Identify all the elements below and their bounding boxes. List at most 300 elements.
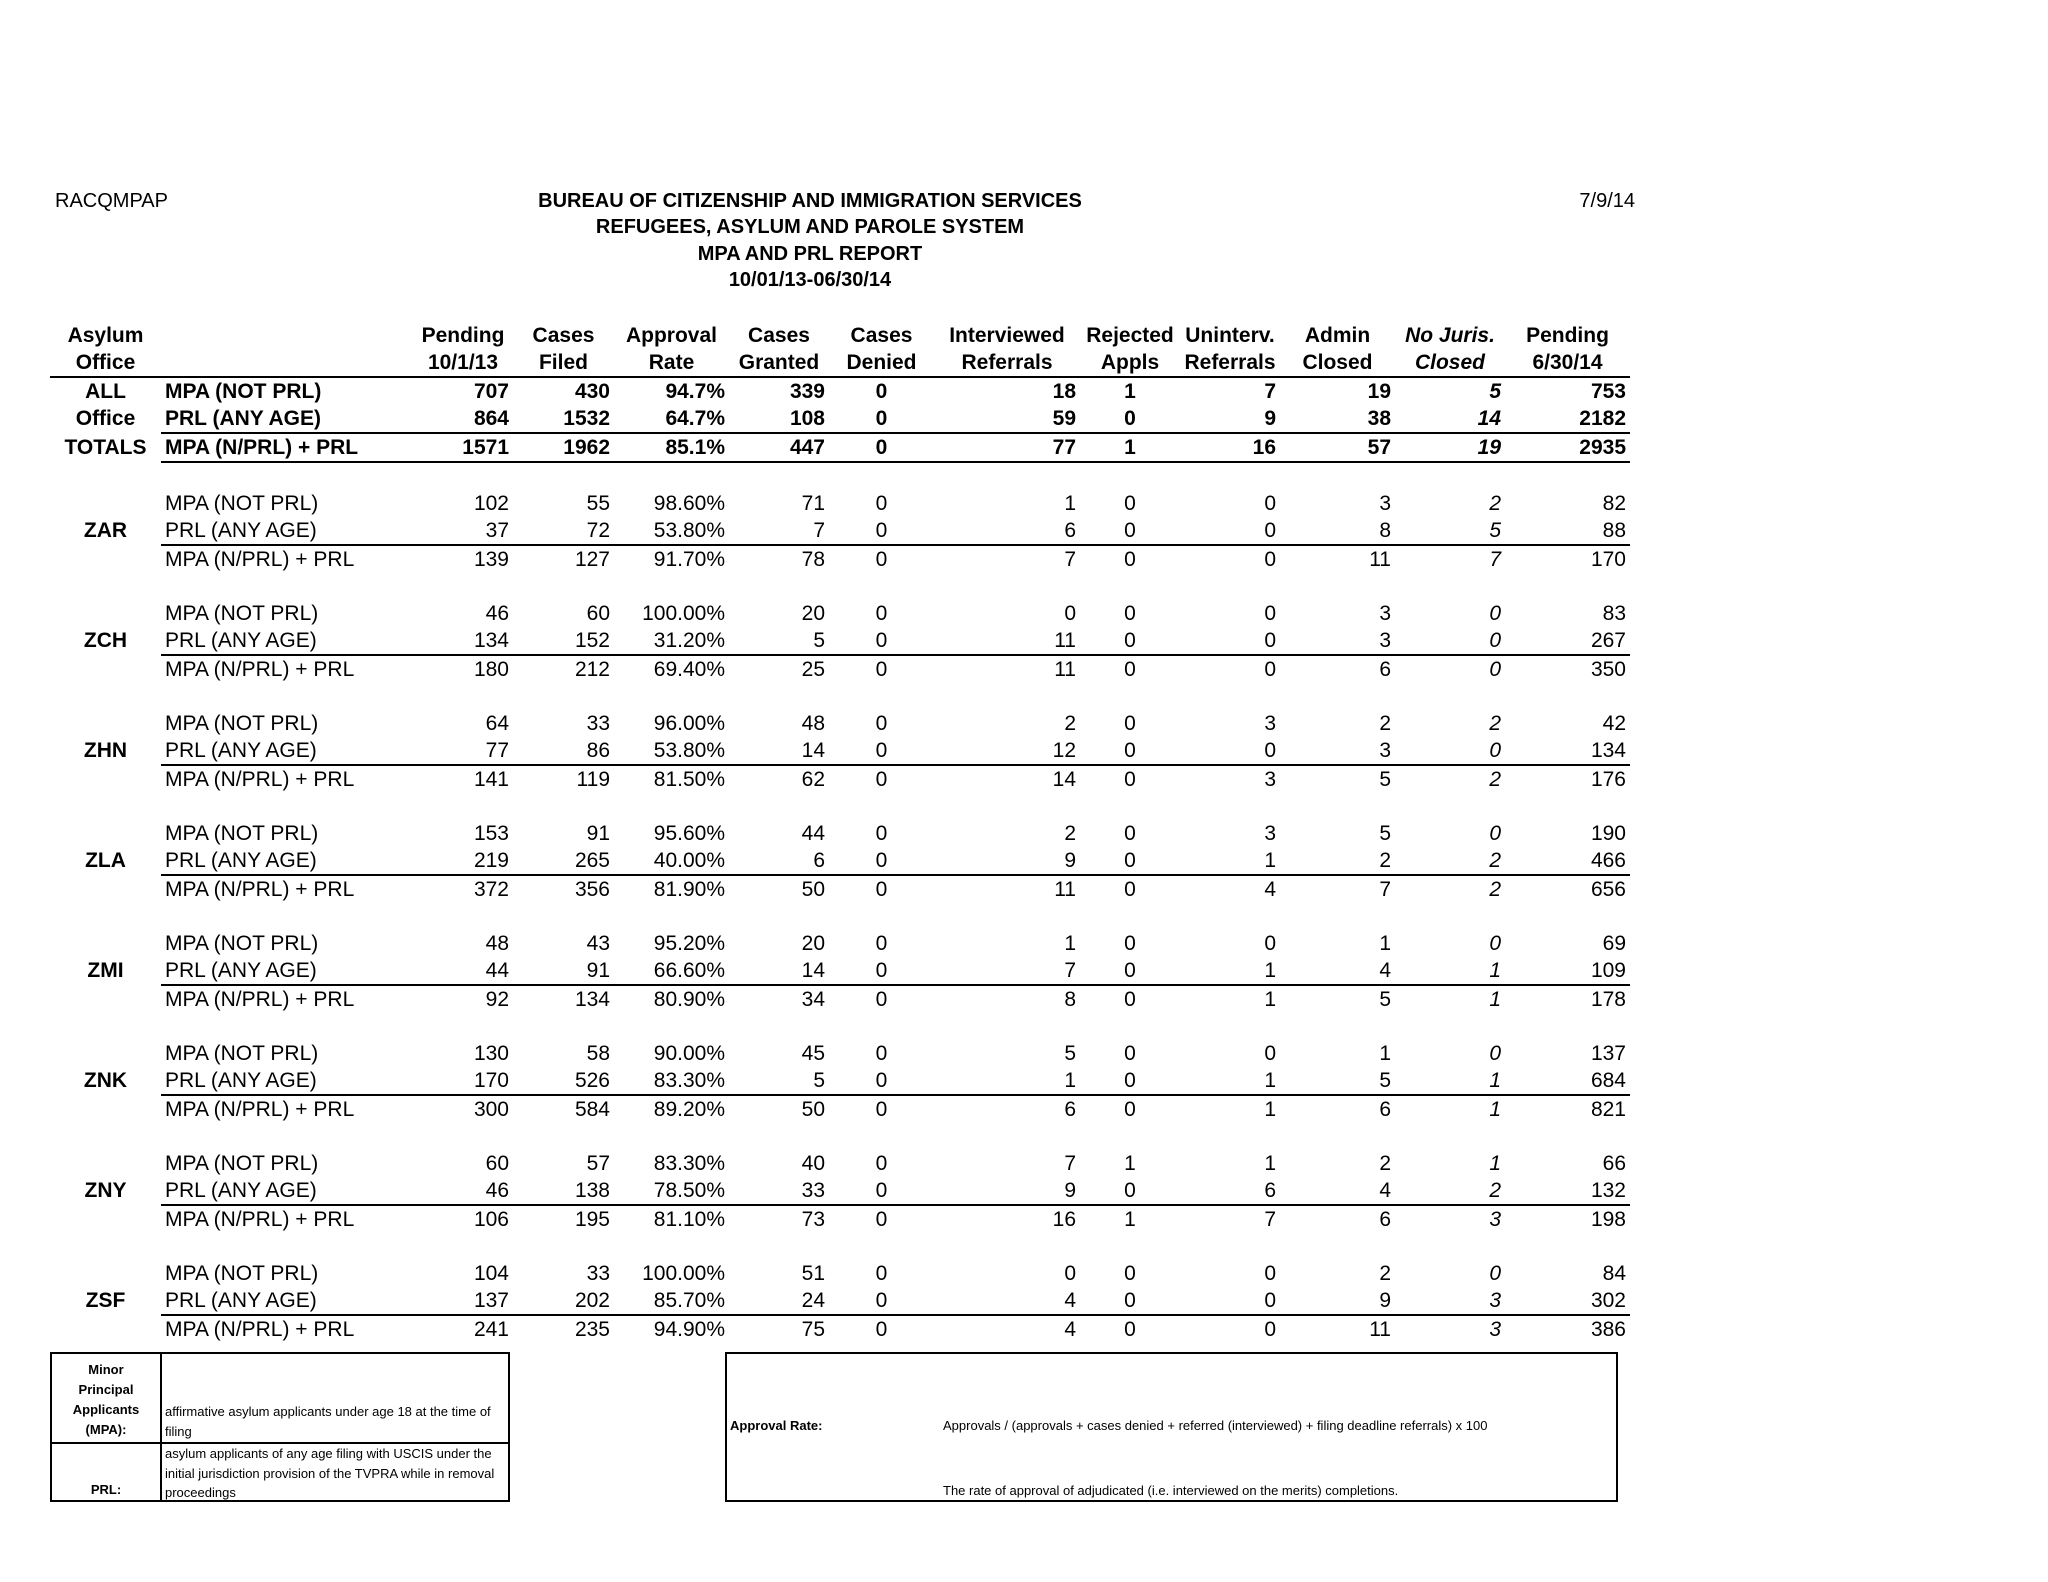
- approval-rate-cell: 90.00%: [653, 1041, 725, 1065]
- pending-end-cell: 170: [1590, 547, 1626, 571]
- col-uninterv-referrals-header-2: Referrals: [1180, 349, 1280, 377]
- interviewed-referrals-cell: 8: [1064, 987, 1076, 1011]
- approval-rate-term: Approval Rate:: [730, 1418, 823, 1433]
- cases-granted-cell: 339: [789, 379, 825, 403]
- pending-start-cell: 170: [413, 1067, 513, 1095]
- report-title-period: 10/01/13-06/30/14: [728, 269, 892, 291]
- cases-filed-cell: 212: [574, 657, 610, 681]
- rejected-appls-cell: 0: [1080, 737, 1180, 765]
- category-cell: MPA (N/PRL) + PRL: [161, 433, 413, 462]
- category-cell: MPA (N/PRL) + PRL: [165, 877, 355, 901]
- office-cell: TOTALS: [64, 435, 147, 459]
- category-cell: PRL (ANY AGE): [161, 957, 413, 985]
- category-cell: PRL (ANY AGE): [161, 517, 413, 545]
- admin-closed-cell: 6: [1379, 1207, 1391, 1231]
- uninterv-referrals-cell: 0: [1264, 1261, 1276, 1285]
- pending-start-cell: 44: [413, 957, 513, 985]
- col-cases-denied-header-2: Denied: [829, 349, 934, 377]
- uninterv-referrals-cell: 0: [1180, 737, 1280, 765]
- cases-filed-cell: 195: [574, 1207, 610, 1231]
- admin-closed-cell: 2: [1379, 1151, 1391, 1175]
- spacer-cell: [50, 793, 1630, 820]
- cases-granted-cell: 20: [801, 601, 825, 625]
- uninterv-referrals-cell: 7: [1264, 1207, 1276, 1231]
- pending-end-cell: 350: [1590, 657, 1626, 681]
- office-cell: [50, 1095, 161, 1123]
- category-cell: MPA (N/PRL) + PRL: [165, 767, 355, 791]
- admin-closed-cell: 3: [1379, 601, 1391, 625]
- pending-end-cell: 190: [1590, 821, 1626, 845]
- spacer-cell: [50, 1233, 1630, 1260]
- table-row: [50, 957, 1630, 985]
- cases-granted-cell: 108: [729, 405, 829, 433]
- office-cell: [50, 820, 161, 847]
- admin-closed-cell: 5: [1379, 821, 1391, 845]
- pending-start-cell: 134: [413, 627, 513, 655]
- pending-end-cell: 2182: [1505, 405, 1630, 433]
- report-title-agency: BUREAU OF CITIZENSHIP AND IMMIGRATION SERVICES: [538, 190, 1082, 212]
- interviewed-referrals-cell: 11: [934, 627, 1080, 655]
- table-row: [50, 737, 1630, 765]
- mpa-term-line: Minor: [88, 1362, 124, 1377]
- uninterv-referrals-cell: 3: [1264, 821, 1276, 845]
- spacer-row: [50, 1123, 1630, 1150]
- interviewed-referrals-cell: 1: [1064, 931, 1076, 955]
- cases-granted-cell: 48: [801, 711, 825, 735]
- pending-start-cell: 139: [473, 547, 509, 571]
- no-juris-closed-cell: 3: [1489, 1207, 1501, 1231]
- admin-closed-cell: 2: [1379, 1261, 1391, 1285]
- no-juris-closed-cell: 2: [1395, 1177, 1505, 1205]
- table-row: [50, 985, 1630, 1013]
- office-cell: [50, 655, 161, 683]
- cases-denied-cell: 0: [875, 1207, 888, 1231]
- cases-granted-cell: 447: [729, 433, 829, 462]
- cases-filed-cell: 33: [586, 711, 610, 735]
- no-juris-closed-cell: 1: [1489, 1151, 1501, 1175]
- col-no-juris-closed-header-2: Closed: [1395, 349, 1505, 377]
- category-cell: MPA (NOT PRL): [165, 601, 319, 625]
- spacer-row: [50, 683, 1630, 710]
- interviewed-referrals-cell: 16: [1052, 1207, 1076, 1231]
- cases-granted-cell: 62: [801, 767, 825, 791]
- col-rejected-appls-header-2: Appls: [1080, 349, 1180, 377]
- approval-rate-cell: 96.00%: [653, 711, 725, 735]
- admin-closed-cell: 1: [1379, 931, 1391, 955]
- interviewed-referrals-cell: 4: [1064, 1317, 1076, 1341]
- table-row: [50, 1067, 1630, 1095]
- approval-rate-cell: 94.7%: [665, 379, 725, 403]
- rejected-appls-cell: 0: [1124, 821, 1136, 845]
- interviewed-referrals-cell: 9: [934, 847, 1080, 875]
- table-row: [50, 545, 1630, 573]
- table-row: [50, 710, 1630, 737]
- category-cell: MPA (NOT PRL): [165, 711, 319, 735]
- uninterv-referrals-cell: 3: [1264, 711, 1276, 735]
- office-cell: ZSF: [85, 1289, 126, 1312]
- approval-rate-cell: 83.30%: [614, 1067, 729, 1095]
- admin-closed-cell: 19: [1367, 379, 1391, 403]
- col-approval-rate-header: Approval: [625, 324, 717, 347]
- approval-rate-cell: 53.80%: [614, 737, 729, 765]
- interviewed-referrals-cell: 9: [934, 1177, 1080, 1205]
- uninterv-referrals-cell: 1: [1264, 987, 1276, 1011]
- spacer-row: [50, 1233, 1630, 1260]
- table-row: [50, 1150, 1630, 1177]
- uninterv-referrals-cell: 0: [1180, 1287, 1280, 1315]
- col-cases-filed-header: Cases: [532, 324, 595, 347]
- cases-filed-cell: 86: [513, 737, 614, 765]
- interviewed-referrals-cell: 7: [1064, 1151, 1076, 1175]
- uninterv-referrals-cell: 3: [1264, 767, 1276, 791]
- office-cell: ALL: [85, 379, 126, 403]
- table-body: [50, 377, 1630, 1343]
- rejected-appls-cell: 0: [1124, 601, 1136, 625]
- category-cell: MPA (NOT PRL): [165, 1151, 319, 1175]
- pending-start-cell: 77: [413, 737, 513, 765]
- mpa-term-line: Principal: [78, 1382, 134, 1397]
- cases-denied-cell: 0: [875, 657, 888, 681]
- spacer-row: [50, 903, 1630, 930]
- cases-granted-cell: 6: [729, 847, 829, 875]
- cases-denied-cell: 0: [875, 711, 888, 735]
- category-cell: MPA (NOT PRL): [165, 1041, 319, 1065]
- cases-granted-cell: 24: [729, 1287, 829, 1315]
- cases-filed-cell: 72: [513, 517, 614, 545]
- approval-rate-cell: 89.20%: [653, 1097, 725, 1121]
- spacer-cell: [50, 462, 1630, 490]
- no-juris-closed-cell: 1: [1395, 1067, 1505, 1095]
- admin-closed-cell: 5: [1379, 767, 1391, 791]
- table-row: [50, 1040, 1630, 1067]
- col-cases-granted-header: Cases: [748, 324, 810, 347]
- approval-rate-cell: 100.00%: [642, 1261, 725, 1285]
- interviewed-referrals-cell: 0: [1064, 1261, 1076, 1285]
- spacer-cell: [50, 1123, 1630, 1150]
- cases-denied-cell: 0: [829, 847, 934, 875]
- office-cell: ZCH: [83, 629, 128, 652]
- office-cell: ZHN: [83, 739, 128, 762]
- approval-rate-cell: 69.40%: [653, 657, 725, 681]
- pending-start-cell: 64: [485, 711, 509, 735]
- cases-granted-cell: 51: [801, 1261, 825, 1285]
- col-pending-end-header: Pending: [1526, 324, 1609, 347]
- pending-end-cell: 137: [1590, 1041, 1626, 1065]
- col-rejected-appls-header: Rejected: [1086, 324, 1174, 347]
- category-cell: MPA (NOT PRL): [165, 931, 319, 955]
- approval-rate-cell: 80.90%: [653, 987, 725, 1011]
- office-cell: Office: [75, 407, 136, 430]
- cases-denied-cell: 0: [829, 433, 934, 462]
- office-cell: [50, 545, 161, 573]
- office-cell: [50, 985, 161, 1013]
- category-cell: PRL (ANY AGE): [161, 737, 413, 765]
- category-cell: MPA (N/PRL) + PRL: [165, 1097, 355, 1121]
- approval-rate-cell: 91.70%: [653, 547, 725, 571]
- table-row: [50, 1315, 1630, 1343]
- approval-rate-description: The rate of approval of adjudicated (i.e. interviewed on the merits) completions.: [943, 1483, 1399, 1498]
- uninterv-referrals-cell: 0: [1264, 491, 1276, 515]
- cases-filed-cell: 55: [586, 491, 610, 515]
- admin-closed-cell: 57: [1280, 433, 1395, 462]
- category-cell: MPA (NOT PRL): [165, 379, 322, 403]
- pending-start-cell: 137: [413, 1287, 513, 1315]
- mpa-term-line: (MPA):: [85, 1422, 127, 1437]
- office-cell: ZMI: [87, 959, 124, 982]
- spacer-cell: [50, 573, 1630, 600]
- pending-end-cell: 66: [1602, 1151, 1626, 1175]
- table-row: [50, 765, 1630, 793]
- pending-end-cell: 176: [1590, 767, 1626, 791]
- pending-end-cell: 109: [1505, 957, 1630, 985]
- col-category-header-2: [161, 349, 413, 377]
- table-row: [50, 875, 1630, 903]
- office-cell: [50, 490, 161, 517]
- admin-closed-cell: 3: [1280, 627, 1395, 655]
- mpa-definition: affirmative asylum applicants under age 18 at the time of filing: [165, 1404, 491, 1439]
- admin-closed-cell: 3: [1280, 737, 1395, 765]
- pending-end-cell: 82: [1602, 491, 1626, 515]
- uninterv-referrals-cell: 0: [1180, 517, 1280, 545]
- table-row: [50, 1287, 1630, 1315]
- cases-filed-cell: 138: [513, 1177, 614, 1205]
- category-cell: MPA (N/PRL) + PRL: [165, 657, 355, 681]
- cases-granted-cell: 78: [801, 547, 825, 571]
- interviewed-referrals-cell: 11: [1054, 877, 1076, 901]
- pending-start-cell: 219: [413, 847, 513, 875]
- table-row: [50, 655, 1630, 683]
- category-cell: MPA (N/PRL) + PRL: [165, 987, 355, 1011]
- cases-filed-cell: 202: [513, 1287, 614, 1315]
- cases-filed-cell: 91: [586, 821, 610, 845]
- office-cell: [50, 600, 161, 627]
- pending-end-cell: 466: [1505, 847, 1630, 875]
- approval-rate-cell: 31.20%: [614, 627, 729, 655]
- pending-start-cell: 372: [473, 877, 509, 901]
- pending-end-cell: 132: [1505, 1177, 1630, 1205]
- admin-closed-cell: 2: [1280, 847, 1395, 875]
- table-row: [50, 377, 1630, 405]
- pending-start-cell: 707: [473, 379, 509, 403]
- uninterv-referrals-cell: 1: [1264, 1097, 1276, 1121]
- pending-start-cell: 1571: [413, 433, 513, 462]
- mpa-term: [52, 1360, 160, 1440]
- report-id: RACQMPAP: [55, 190, 168, 212]
- no-juris-closed-cell: 1: [1489, 987, 1501, 1011]
- rejected-appls-cell: 0: [1080, 517, 1180, 545]
- admin-closed-cell: 7: [1379, 877, 1391, 901]
- rejected-appls-cell: 0: [1080, 1067, 1180, 1095]
- no-juris-closed-cell: 0: [1489, 657, 1501, 681]
- definitions-box: [50, 1352, 510, 1502]
- approval-rate-cell: 98.60%: [653, 491, 725, 515]
- cases-denied-cell: 0: [875, 931, 888, 955]
- table-row: [50, 1177, 1630, 1205]
- approval-rate-cell: 66.60%: [614, 957, 729, 985]
- cases-filed-cell: 119: [576, 767, 610, 791]
- interviewed-referrals-cell: 18: [1052, 379, 1076, 403]
- cases-filed-cell: 1962: [513, 433, 614, 462]
- office-cell: ZLA: [85, 849, 126, 872]
- pending-start-cell: 300: [473, 1097, 509, 1121]
- uninterv-referrals-cell: 1: [1264, 1151, 1276, 1175]
- pending-end-cell: 84: [1602, 1261, 1626, 1285]
- cases-denied-cell: 0: [875, 767, 888, 791]
- cases-granted-cell: 5: [729, 627, 829, 655]
- cases-filed-cell: 265: [513, 847, 614, 875]
- cases-denied-cell: 0: [875, 987, 888, 1011]
- col-office-header: Asylum: [67, 324, 144, 347]
- pending-end-cell: 42: [1602, 711, 1626, 735]
- cases-granted-cell: 34: [801, 987, 825, 1011]
- category-cell: MPA (N/PRL) + PRL: [165, 1317, 355, 1341]
- table-row: [50, 820, 1630, 847]
- category-cell: PRL (ANY AGE): [161, 847, 413, 875]
- no-juris-closed-cell: 0: [1489, 601, 1501, 625]
- cases-granted-cell: 73: [801, 1207, 825, 1231]
- admin-closed-cell: 6: [1379, 657, 1391, 681]
- col-cases-filed-header-2: Filed: [513, 349, 614, 377]
- cases-denied-cell: 0: [875, 547, 888, 571]
- category-cell: PRL (ANY AGE): [161, 1287, 413, 1315]
- cases-denied-cell: 0: [829, 405, 934, 433]
- cases-filed-cell: 57: [586, 1151, 610, 1175]
- category-cell: PRL (ANY AGE): [161, 405, 413, 433]
- prl-term: PRL:: [90, 1482, 122, 1497]
- cases-granted-cell: 50: [801, 1097, 825, 1121]
- interviewed-referrals-cell: 77: [934, 433, 1080, 462]
- uninterv-referrals-cell: 7: [1264, 379, 1276, 403]
- admin-closed-cell: 38: [1280, 405, 1395, 433]
- admin-closed-cell: 5: [1379, 987, 1391, 1011]
- col-pending-start-header: Pending: [421, 324, 505, 347]
- spacer-cell: [50, 683, 1630, 710]
- no-juris-closed-cell: 0: [1395, 737, 1505, 765]
- rejected-appls-cell: 0: [1080, 1177, 1180, 1205]
- cases-granted-cell: 71: [801, 491, 825, 515]
- pending-end-cell: 267: [1505, 627, 1630, 655]
- table-row: [50, 627, 1630, 655]
- pending-start-cell: 153: [473, 821, 509, 845]
- table-row: [50, 490, 1630, 517]
- rejected-appls-cell: 0: [1124, 987, 1136, 1011]
- office-cell: ZNY: [84, 1179, 127, 1202]
- cases-granted-cell: 75: [801, 1317, 825, 1341]
- no-juris-closed-cell: 0: [1489, 931, 1501, 955]
- uninterv-referrals-cell: 1: [1180, 1067, 1280, 1095]
- pending-end-cell: 134: [1505, 737, 1630, 765]
- cases-filed-cell: 127: [574, 547, 610, 571]
- cases-granted-cell: 14: [729, 957, 829, 985]
- col-approval-rate-header-2: Rate: [614, 349, 729, 377]
- pending-end-cell: 753: [1590, 379, 1626, 403]
- cases-denied-cell: 0: [829, 1067, 934, 1095]
- cases-denied-cell: 0: [829, 1177, 934, 1205]
- cases-granted-cell: 44: [801, 821, 825, 845]
- cases-filed-cell: 356: [574, 877, 610, 901]
- pending-start-cell: 241: [473, 1317, 509, 1341]
- admin-closed-cell: 11: [1369, 547, 1391, 571]
- cases-denied-cell: 0: [875, 877, 888, 901]
- table-row: [50, 517, 1630, 545]
- rejected-appls-cell: 0: [1124, 657, 1136, 681]
- admin-closed-cell: 8: [1280, 517, 1395, 545]
- cases-filed-cell: 33: [586, 1261, 610, 1285]
- cases-filed-cell: 91: [513, 957, 614, 985]
- report-title-system: REFUGEES, ASYLUM AND PAROLE SYSTEM: [595, 216, 1025, 238]
- uninterv-referrals-cell: 1: [1180, 957, 1280, 985]
- pending-end-cell: 178: [1590, 987, 1626, 1011]
- office-cell: [50, 1260, 161, 1287]
- cases-granted-cell: 40: [801, 1151, 825, 1175]
- rejected-appls-cell: 0: [1080, 405, 1180, 433]
- admin-closed-cell: 4: [1280, 1177, 1395, 1205]
- cases-filed-cell: 152: [513, 627, 614, 655]
- pending-start-cell: 104: [473, 1261, 509, 1285]
- no-juris-closed-cell: 0: [1489, 1261, 1501, 1285]
- col-office-header-2: Office: [50, 349, 161, 377]
- rejected-appls-cell: 1: [1124, 379, 1136, 403]
- pending-start-cell: 46: [413, 1177, 513, 1205]
- definitions-divider-vertical: [160, 1354, 162, 1500]
- cases-denied-cell: 0: [875, 1097, 888, 1121]
- approval-rate-cell: 81.10%: [653, 1207, 725, 1231]
- office-cell: [50, 875, 161, 903]
- no-juris-closed-cell: 0: [1489, 821, 1501, 845]
- interviewed-referrals-cell: 1: [934, 1067, 1080, 1095]
- no-juris-closed-cell: 1: [1489, 1097, 1501, 1121]
- col-interviewed-referrals-header-2: Referrals: [934, 349, 1080, 377]
- rejected-appls-cell: 0: [1124, 877, 1136, 901]
- cases-denied-cell: 0: [875, 821, 888, 845]
- cases-filed-cell: 235: [574, 1317, 610, 1341]
- pending-end-cell: 302: [1505, 1287, 1630, 1315]
- pending-start-cell: 92: [485, 987, 509, 1011]
- col-uninterv-referrals-header: Uninterv.: [1185, 324, 1275, 347]
- interviewed-referrals-cell: 6: [934, 517, 1080, 545]
- col-admin-closed-header-2: Closed: [1280, 349, 1395, 377]
- no-juris-closed-cell: 5: [1489, 379, 1501, 403]
- approval-rate-cell: 95.60%: [653, 821, 725, 845]
- cases-filed-cell: 134: [574, 987, 610, 1011]
- col-category-header: [161, 322, 413, 349]
- office-cell: ZNK: [83, 1069, 128, 1092]
- cases-granted-cell: 20: [801, 931, 825, 955]
- no-juris-closed-cell: 5: [1395, 517, 1505, 545]
- no-juris-closed-cell: 3: [1395, 1287, 1505, 1315]
- rejected-appls-cell: 0: [1124, 1041, 1136, 1065]
- uninterv-referrals-cell: 4: [1264, 877, 1276, 901]
- office-cell: [50, 1315, 161, 1343]
- no-juris-closed-cell: 0: [1489, 1041, 1501, 1065]
- cases-denied-cell: 0: [875, 491, 888, 515]
- no-juris-closed-cell: 2: [1489, 877, 1501, 901]
- cases-granted-cell: 25: [801, 657, 825, 681]
- table-row: [50, 433, 1630, 462]
- category-cell: PRL (ANY AGE): [161, 1177, 413, 1205]
- approval-rate-box: [725, 1352, 1618, 1502]
- rejected-appls-cell: 0: [1124, 491, 1136, 515]
- uninterv-referrals-cell: 0: [1264, 547, 1276, 571]
- pending-end-cell: 656: [1590, 877, 1626, 901]
- no-juris-closed-cell: 2: [1395, 847, 1505, 875]
- cases-granted-cell: 14: [729, 737, 829, 765]
- interviewed-referrals-cell: 12: [934, 737, 1080, 765]
- approval-rate-cell: 85.1%: [614, 433, 729, 462]
- pending-end-cell: 88: [1505, 517, 1630, 545]
- cases-granted-cell: 7: [729, 517, 829, 545]
- interviewed-referrals-cell: 14: [1052, 767, 1076, 791]
